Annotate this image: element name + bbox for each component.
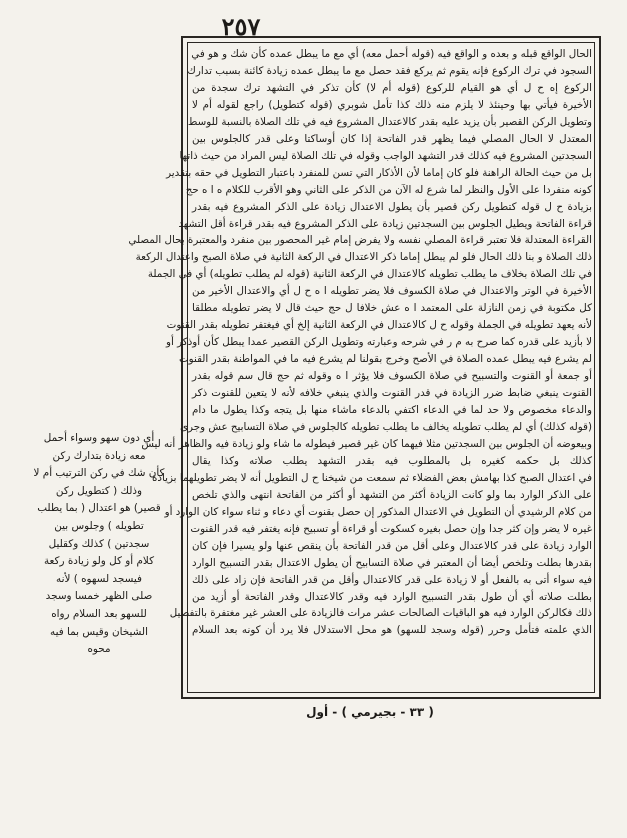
main-text-line: فيه سواء أتى به بالفعل أو لا زيادة على قدر كالاعتدال وأقل من قدر الفاتحة فإن زاد على ذلك (192, 573, 592, 586)
margin-note-line: كأن شك في ركن الترتيب أم لا (33, 467, 165, 480)
main-text-line: غيره لا يضر وإن كثر جدا وإن حصل بغيره كسكوت أو قراءة أو تسبيح فإنه يغتفر فيه قدر القنوت (190, 522, 592, 535)
main-text-line: ذلك فكالركن الوارد فيه هو الباقيات الصالحات عشر مرات فالزيادة على العشر غير مغتفرة بالتفصيل (169, 607, 592, 620)
margin-note-line: قصير) هو اعتدال ( بما يطلب (37, 502, 161, 515)
page-number: ٢٥٧ (221, 12, 261, 41)
main-text-line: المعتدل لا الحال المصلي فيما يظهر قدر الفاتحة إذا كان أوساكتا وعلى قدر كالجلوس بين (192, 132, 592, 145)
main-text-line: والدعاء مخصوص ولا حد لما في الدعاء اكتفي بالدعاء ماشاء منها بل يتجه وكذا يطول ما دام (192, 404, 592, 417)
main-text-line: (قوله كذلك) أي لم يطلب تطويله يخالف ما يطلب تطويله كالجلوس في صلاة التسابيح عش وجرى (180, 420, 592, 433)
main-text-line: الوارد زيادة على قدر كالاعتدال وعلى أقل من قدر الفاتحة بأن ينقص عنها ولو يسيرا فإن كان (192, 539, 592, 552)
margin-note-line: معه زيادة بتدارك ركن (52, 449, 146, 462)
margin-note-line: سجدتين ) كذلك وكقليل (48, 537, 150, 550)
margin-note-line: الشيخان وقيس بما فيه (50, 625, 148, 638)
main-text-line: لأنه يعهد تطويله في الجملة وقوله ح ل كالاعتدال في الركعة الثانية إلخ أي فيغتفر تطويله بقدر القنوت (166, 319, 592, 332)
margin-note-line: كلام أو كل ولو زيادة ركعة (43, 555, 155, 568)
main-text-line: في تلك الصلاة بخلاف ما يطلب تطويله كالاعتدال في الركعة الثانية (قوله لم يطلب تطويله) أي في الجملة (147, 268, 592, 281)
main-text-line: الأخيرة في الوتر والاعتدال في صلاة الكسوف فلا يضر تطويله ا ه ح ل أي والاعتدال الأخير من (192, 285, 592, 298)
main-text-line: السجود في ترك الركوع فإنه يقوم ثم يركع فقد حصل مع ما يبطل عمده زيادة كائنة بسبب تدارك (187, 64, 592, 77)
main-text-line: بقدرها بطلت وتلخص أيضا أن المعتبر في صلاة التسابيح أن يطول الاعتدال بقدر التسبيح الوارد (192, 556, 592, 569)
main-text-line: السجدتين المشروع فيه كذلك قدر التشهد الواجب وقوله في تلك الصلاة ليس المراد من حيث ذاتها (179, 149, 592, 162)
main-commentary-text (128, 46, 592, 692)
margin-note-line: محوه (87, 643, 111, 656)
main-text-line: كذلك بل حكمه كغيره بل بالمطلوب فيه بقدر التشهد يطلب صلاته وكذا يقال (192, 454, 592, 467)
main-text-line: أو جمعة أو القنوت والتسبيح في صلاة الكسوف فلا يؤثر ا ه وقوله ثم حج قال سم قوله بقدر (192, 370, 592, 383)
main-text-line: الحال الواقع قبله و بعده و الواقع فيه (قوله أحمل معه) أي مع ما يبطل عمده كأن شك و هو في (191, 48, 592, 60)
main-text-line: لم يشرع فيه يبطل عمده الصلاة في الأصح وخرج بقولنا لم يشرع فيه ما في المواطنة بقدر القنوت (178, 353, 592, 366)
main-text-line: كونه منفردا على الأول والنظر لما شرع له الآن من الذكر على الثاني وهو الأقرب للكلام ه ا ه حج (185, 183, 592, 196)
main-text-line: في اعتدال الصبح كذا بهامش بعض الفضلاء ثم سمعت من شيخنا ح ل التطويل أنه لا يضر تطويلهما بزيادة (152, 471, 592, 484)
margin-note-line: فيسجد لسهوه ) لأنه (56, 572, 142, 585)
main-text-line: قراءة الفاتحة ويطيل الجلوس بين السجدتين زيادة على الذكر المشروع فيه بقدر قراءة أقل التشهد (178, 217, 592, 230)
main-text-line: لا بأزيد على قدره كما صرح به م ر في شرحه وعبارته وتطويل الركن القصير عمدا يبطل كأن أوذكر أو (166, 336, 592, 349)
margin-note-line: وذلك ( كتطويل ركن (55, 484, 143, 497)
main-text-line: وبيعوضه أن الجلوس بين السجدتين مثلا فيهما كان غير قصير فيطوله ما شاء ولو زيادة فيه والظاهر أنه ليس (141, 437, 592, 450)
main-text-line: وتطويل الركن القصير بأن يزيد عليه بقدر كالاعتدال المشروع فيه في تلك الصلاة بالنسبة للوسط (187, 115, 592, 128)
main-text-line: الركوع إه ح ل أي هو القيام للركوع (قوله أم لا) كأن تذكر في التشهد ترك سجدة من (192, 81, 592, 94)
margin-note-line: أي دون سهو وسواء أحمل (43, 432, 155, 444)
margin-note-line: صلى الظهر خمسا وسجد (45, 590, 153, 603)
main-text-line: بطلت صلاته أي أن طول بقدر التسبيح الوارد فيه وقدر كالاعتدال وقدر الفاتحة أو أزيد من (192, 590, 592, 603)
margin-note (24, 430, 174, 659)
main-text-line: الذي علمته فتأمل وحرر (قوله وسجد للسهو) هو محل الاستدلال فلا يرد أن كونه بعد السلام (192, 624, 592, 637)
main-text-line: بزيادة ح ل قوله كتطويل ركن قصير بأن يطول الاعتدال زيادة على الذكر المشروع فيه بقدر (192, 200, 592, 213)
main-text-line: القراءة المعتدلة فلا تعتبر قراءة المصلي نفسه ولا يفرض إمام غير المحصور بين منفرد والمعتبرة بحال المصلي (128, 234, 592, 247)
page-footer: ( ٣٣ - بجيرمي ) - أول (306, 705, 434, 719)
main-text-line: بل من حيث الحالة الراهنة فلو كان إماما لأن الأذكار التي تسن للمنفرد باعتبار التطويل في حقه بتقدير (166, 166, 592, 179)
main-text-line: على الذكر الوارد بما ولو كانت الزيادة أكثر من التشهد أو أكثر من الفاتحة انتهى والذي تلخص (192, 488, 592, 501)
main-text-line: القنوت ينبغي ضابط ضرر الزيادة في قدر القنوت والذي ينبغي خلافه لأنه لا يتعين للقنوت ذكر (192, 387, 592, 400)
main-text-line: من كلام الرشيدي أن التطويل في الاعتدال المذكور إن حصل بقنوت أي دعاء و ثناء سواء كان الوارد أو (164, 505, 592, 518)
margin-note-line: تطويله ) وجلوس بين (54, 519, 144, 532)
margin-note-line: للسهو بعد السلام رواه (51, 607, 147, 620)
main-text-line: ذلك الصلاة و بنا ذلك الحال فلو لم يبطل إماما ذكر الاعتدال في الركعة الثانية في صلاة الصبح واعتدال الركعة (135, 251, 592, 264)
main-text-line: الأخيرة فيأتي بها وحينئذ لا يلزم منه ذلك كذا تأمل شوبري (قوله كتطويل) راجع لقوله أم لا (192, 98, 592, 111)
main-text-line: كل مكتوبة في زمن النازلة على المعتمد ا ه عش خلافا ل حج حيث قال لا يضر تطويله مطلقا (192, 302, 592, 315)
